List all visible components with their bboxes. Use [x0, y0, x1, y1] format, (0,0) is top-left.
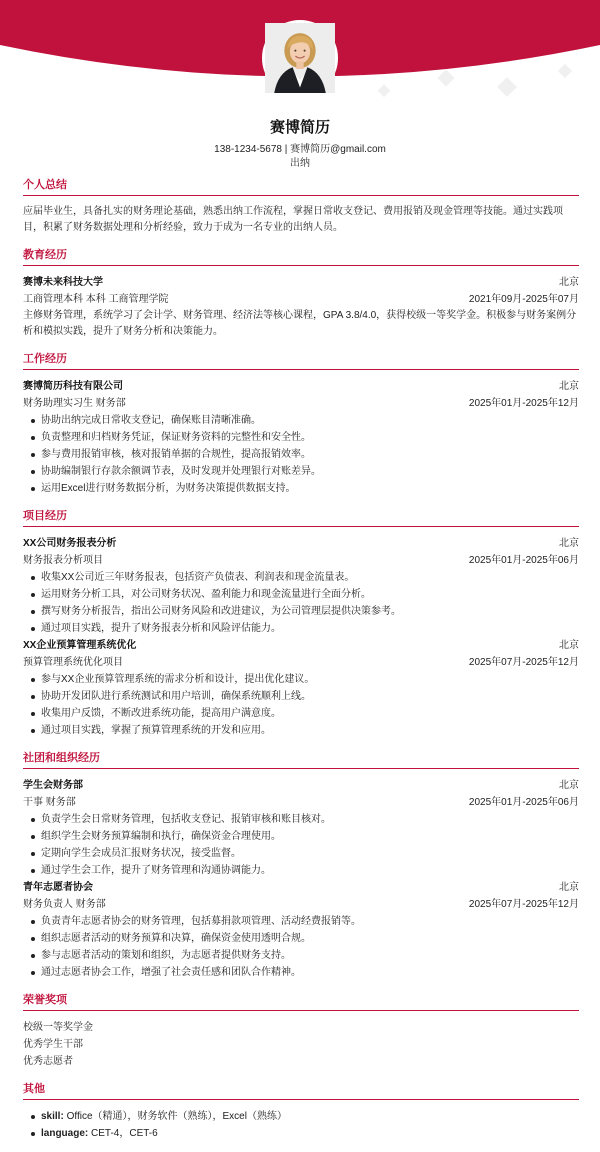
club-location: 北京 [559, 882, 579, 893]
section-title-work: 工作经历 [23, 350, 579, 370]
honor-item: 优秀志愿者 [23, 1056, 73, 1067]
project-entry [23, 637, 579, 739]
section-title-other: 其他 [23, 1080, 579, 1100]
section-title-education: 教育经历 [23, 246, 579, 266]
honor-item: 校级一等奖学金 [23, 1022, 93, 1033]
skill-item [29, 1108, 579, 1125]
club-name: 学生会财务部 [23, 780, 83, 791]
education-section [23, 246, 579, 340]
work-position: 财务助理实习生 财务部 [23, 398, 126, 409]
project-location: 北京 [559, 640, 579, 651]
honor-item: 优秀学生干部 [23, 1039, 83, 1050]
other-bullets [23, 1108, 579, 1142]
list-item: 通过志愿者协会工作，增强了社会责任感和团队合作精神。 [29, 964, 579, 981]
list-item: 定期向学生会成员汇报财务状况，接受监督。 [29, 845, 579, 862]
section-title-honors: 荣誉奖项 [23, 991, 579, 1011]
club-role: 干事 财务部 [23, 797, 76, 808]
project-bullets [23, 569, 579, 637]
club-entry [23, 879, 579, 981]
company-name: 赛博简历科技有限公司 [23, 381, 123, 392]
section-title-summary: 个人总结 [23, 176, 579, 196]
job-target: 出纳 [290, 158, 310, 169]
project-period: 2025年01月-2025年06月 [468, 555, 579, 566]
club-role: 财务负责人 财务部 [23, 899, 106, 910]
list-item: 组织志愿者活动的财务预算和决算，确保资金使用透明合规。 [29, 930, 579, 947]
project-role: 预算管理系统优化项目 [23, 657, 123, 668]
contact-info: 138-1234-5678 | 赛博简历@gmail.com [214, 144, 386, 155]
language-item [29, 1125, 579, 1142]
list-item: 协助开发团队进行系统测试和用户培训，确保系统顺利上线。 [29, 688, 579, 705]
clubs-section [23, 749, 579, 981]
project-name: XX公司财务报表分析 [23, 538, 117, 549]
education-desc: 主修财务管理，系统学习了会计学、财务管理、经济法等核心课程，GPA 3.8/4.0，获得校级一等奖学金。积极参与财务案例分析和模拟实践，提升了财务分析和决策能力。 [23, 310, 577, 337]
work-entry [23, 378, 579, 497]
list-item: 负责整理和归档财务凭证，保证财务资料的完整性和安全性。 [29, 429, 579, 446]
list-item: 运用Excel进行财务数据分析，为财务决策提供数据支持。 [29, 480, 579, 497]
work-bullets [23, 412, 579, 497]
list-item: 撰写财务分析报告，指出公司财务风险和改进建议，为公司管理层提供决策参考。 [29, 603, 579, 620]
list-item: 收集用户反馈，不断改进系统功能，提高用户满意度。 [29, 705, 579, 722]
list-item: 组织学生会财务预算编制和执行，确保资金合理使用。 [29, 828, 579, 845]
section-title-projects: 项目经历 [23, 507, 579, 527]
language-value: CET-4，CET-6 [91, 1128, 158, 1139]
summary-text: 应届毕业生，具备扎实的财务理论基础，熟悉出纳工作流程，掌握日常收支登记、费用报销及现金管理等技能。通过实践项目，积累了财务数据处理和分析经验，致力于成为一名专业的出纳人员。 [23, 206, 563, 233]
degree: 工商管理本科 本科 工商管理学院 [23, 294, 169, 305]
skill-key: skill: [41, 1111, 64, 1122]
club-period: 2025年07月-2025年12月 [468, 899, 579, 910]
language-key: language: [41, 1128, 89, 1139]
project-period: 2025年07月-2025年12月 [468, 657, 579, 668]
list-item: 通过项目实践，掌握了预算管理系统的开发和应用。 [29, 722, 579, 739]
school-name: 赛博未来科技大学 [23, 277, 103, 288]
school-location: 北京 [559, 277, 579, 288]
summary-section [23, 176, 579, 236]
project-bullets [23, 671, 579, 739]
list-item: 运用财务分析工具，对公司财务状况、盈利能力和现金流量进行全面分析。 [29, 586, 579, 603]
club-period: 2025年01月-2025年06月 [468, 797, 579, 808]
section-title-clubs: 社团和组织经历 [23, 749, 579, 769]
list-item: 通过项目实践，提升了财务报表分析和风险评估能力。 [29, 620, 579, 637]
list-item: 通过学生会工作，提升了财务管理和沟通协调能力。 [29, 862, 579, 879]
skill-value: Office（精通），财务软件（熟练），Excel（熟练） [66, 1111, 287, 1122]
list-item: 协助编制银行存款余额调节表，及时发现并处理银行对账差异。 [29, 463, 579, 480]
education-period: 2021年09月-2025年07月 [468, 294, 579, 305]
list-item: 负责学生会日常财务管理，包括收支登记、报销审核和账目核对。 [29, 811, 579, 828]
work-section [23, 350, 579, 497]
club-name: 青年志愿者协会 [23, 882, 93, 893]
profile-photo-icon [265, 23, 335, 93]
club-bullets [23, 913, 579, 981]
honors-section [23, 991, 579, 1070]
list-item: 参与XX企业预算管理系统的需求分析和设计，提出优化建议。 [29, 671, 579, 688]
other-section [23, 1080, 579, 1142]
list-item: 协助出纳完成日常收支登记，确保账目清晰准确。 [29, 412, 579, 429]
avatar [262, 20, 338, 96]
list-item: 收集XX公司近三年财务报表，包括资产负债表、利润表和现金流量表。 [29, 569, 579, 586]
project-entry [23, 535, 579, 637]
club-bullets [23, 811, 579, 879]
club-location: 北京 [559, 780, 579, 791]
list-item: 负责青年志愿者协会的财务管理，包括募捐款项管理、活动经费报销等。 [29, 913, 579, 930]
list-item: 参与费用报销审核，核对报销单据的合规性，提高报销效率。 [29, 446, 579, 463]
resume-body [23, 176, 579, 1152]
resume-name: 赛博简历 [269, 119, 330, 136]
education-header-row [23, 274, 579, 291]
education-detail-row [23, 291, 579, 308]
list-item: 参与志愿者活动的策划和组织，为志愿者提供财务支持。 [29, 947, 579, 964]
project-name: XX企业预算管理系统优化 [23, 640, 137, 651]
work-period: 2025年01月-2025年12月 [468, 398, 579, 409]
projects-section [23, 507, 579, 739]
project-location: 北京 [559, 538, 579, 549]
project-role: 财务报表分析项目 [23, 555, 103, 566]
club-entry [23, 777, 579, 879]
company-location: 北京 [559, 381, 579, 392]
